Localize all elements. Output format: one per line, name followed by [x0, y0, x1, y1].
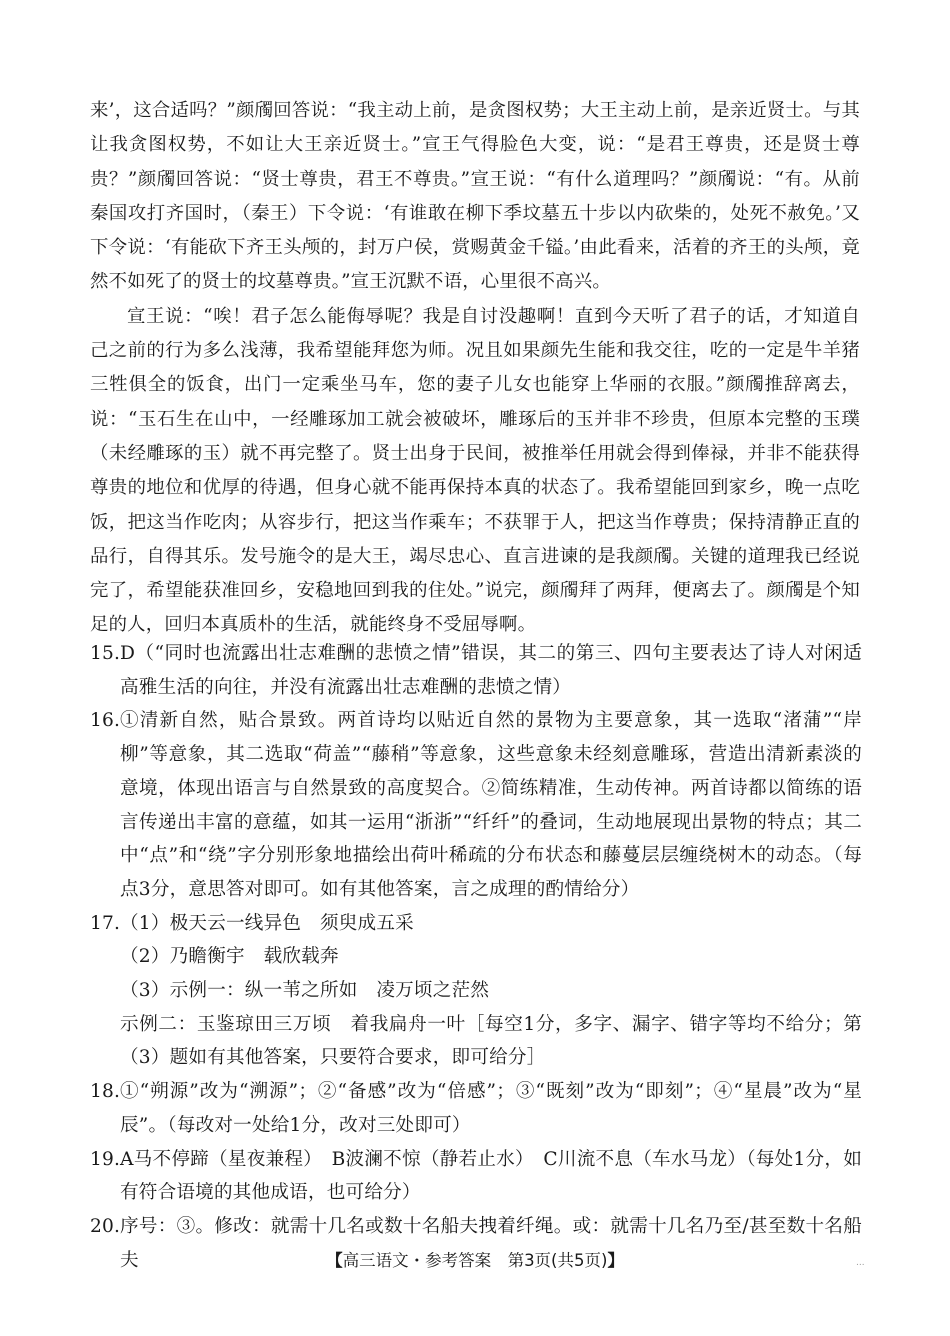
answer-19: [90, 1143, 862, 1210]
answer-number: 16.: [90, 710, 121, 732]
footer-left-bracket: 【: [326, 1251, 343, 1270]
page-footer: [0, 1249, 950, 1273]
answer-line: （3）示例一：纵一苇之所如 凌万顷之茫然: [120, 980, 490, 1002]
answer-number: 19.: [90, 1148, 121, 1170]
answer-number: 15.: [90, 643, 121, 664]
answer-15: [90, 637, 862, 704]
answer-text: ①清新自然，贴合景致。两首诗均以贴近自然的景物为主要意象，其一选取“渚蒲”“岸柳”等意象，其二选取“荷盖”“藤稍”等意象，这些意象未经刻意雕琢，营造出清新素淡的意境，体现出语言与自然景致的高度契合。②简练精准，生动传神。两首诗都以简练的语言传递出丰富的意蕴，如其一运用“浙浙”“纤纤”的叠词，生动地展现出景物的特点；其二中“点”和“绕”字分别形象地描绘出荷叶稀疏的分布状态和藤蔓层层缠绕树木的动态。（每点3分，意思答对即可。如有其他答案，言之成理的酌情给分）: [120, 710, 862, 900]
corner-mark: ...: [856, 1258, 865, 1268]
translation-section: [90, 94, 860, 643]
answer-text: A马不停蹄（星夜兼程） B波澜不惊（静若止水） C川流不息（车水马龙）（每处1分，如有符合语境的其他成语，也可给分）: [120, 1148, 862, 1204]
footer-right-bracket: 】: [607, 1251, 624, 1270]
answer-16: [90, 704, 862, 906]
translation-paragraph-1: 来’，这合适吗？”颜斶回答说：“我主动上前，是贪图权势；大王主动上前，是亲近贤士。与其让我贪图权势，不如让大王亲近贤士。”宣王气得脸色大变，说：“是君王尊贵，还是贤士尊贵？”颜斶回答说：“贤士尊贵，君王不尊贵。”宣王说：“有什么道理吗？”颜斶说：“有。从前秦国攻打齐国时，（秦王）下令说：‘有谁敢在柳下季坟墓五十步以内砍柴的，处死不赦免。’又下令说：‘有能砍下齐王头颅的，封万户侯，赏赐黄金千镒。’由此看来，活着的齐王的头颅，竟然不如死了的贤士的坟墓尊贵。”宣王沉默不语，心里很不高兴。: [90, 100, 860, 293]
answer-line: （2）乃瞻衡宇 载欣载奔: [120, 946, 339, 968]
answer-number: 17.: [90, 912, 121, 934]
answer-17: [90, 907, 862, 1076]
answer-number: 20.: [90, 1215, 121, 1237]
footer-text: 高三语文・参考答案 第3页(共5页): [342, 1251, 608, 1270]
answer-text: 序号：③。修改：就需十几名或数十名船夫拽着纤绳。或：就需十几名乃至/甚至数十名船夫: [120, 1215, 862, 1271]
answer-line: 示例二：玉鉴琼田三万顷 着我扁舟一叶［每空1分，多字、漏字、错字等均不给分；第（3）题如有其他答案，只要符合要求，即可给分］: [120, 1013, 862, 1069]
translation-paragraph-2: 宣王说：“唉！君子怎么能侮辱呢？我是自讨没趣啊！直到今天听了君子的话，才知道自己之前的行为多么浅薄，我希望能拜您为师。况且如果颜先生能和我交往，吃的一定是牛羊猪三牲俱全的饭食，出门一定乘坐马车，您的妻子儿女也能穿上华丽的衣服。”颜斶推辞离去，说：“玉石生在山中，一经雕琢加工就会被破坏，雕琢后的玉并非不珍贵，但原本完整的玉璞（未经雕琢的玉）就不再完整了。贤士出身于民间，被推举任用就会得到俸禄，并非不能获得尊贵的地位和优厚的待遇，但身心就不能再保持本真的状态了。我希望能回到家乡，晚一点吃饭，把这当作吃肉；从容步行，把这当作乘车；不获罪于人，把这当作尊贵；保持清静正直的品行，自得其乐。发号施令的是大王，竭尽忠心、直言进谏的是我颜斶。关键的道理我已经说完了，希望能获准回乡，安稳地回到我的住处。”说完，颜斶拜了两拜，便离去了。颜斶是个知足的人，回归本真质朴的生活，就能终身不受屈辱啊。: [90, 305, 860, 636]
answer-text: D（“同时也流露出壮志难酬的悲愤之情”错误，其二的第三、四句主要表达了诗人对闲适高雅生活的向往，并没有流露出壮志难酬的悲愤之情）: [120, 643, 862, 698]
answer-number: 18.: [90, 1081, 121, 1103]
answer-line: （1）极天云一线异色 须臾成五采: [120, 912, 414, 934]
answer-text: ①“朔源”改为“溯源”；②“备感”改为“倍感”；③“既刻”改为“即刻”；④“星晨”改为“星辰”。（每改对一处给1分，改对三处即可）: [120, 1081, 862, 1136]
answer-18: [90, 1075, 862, 1142]
answers-section: [90, 637, 862, 1277]
